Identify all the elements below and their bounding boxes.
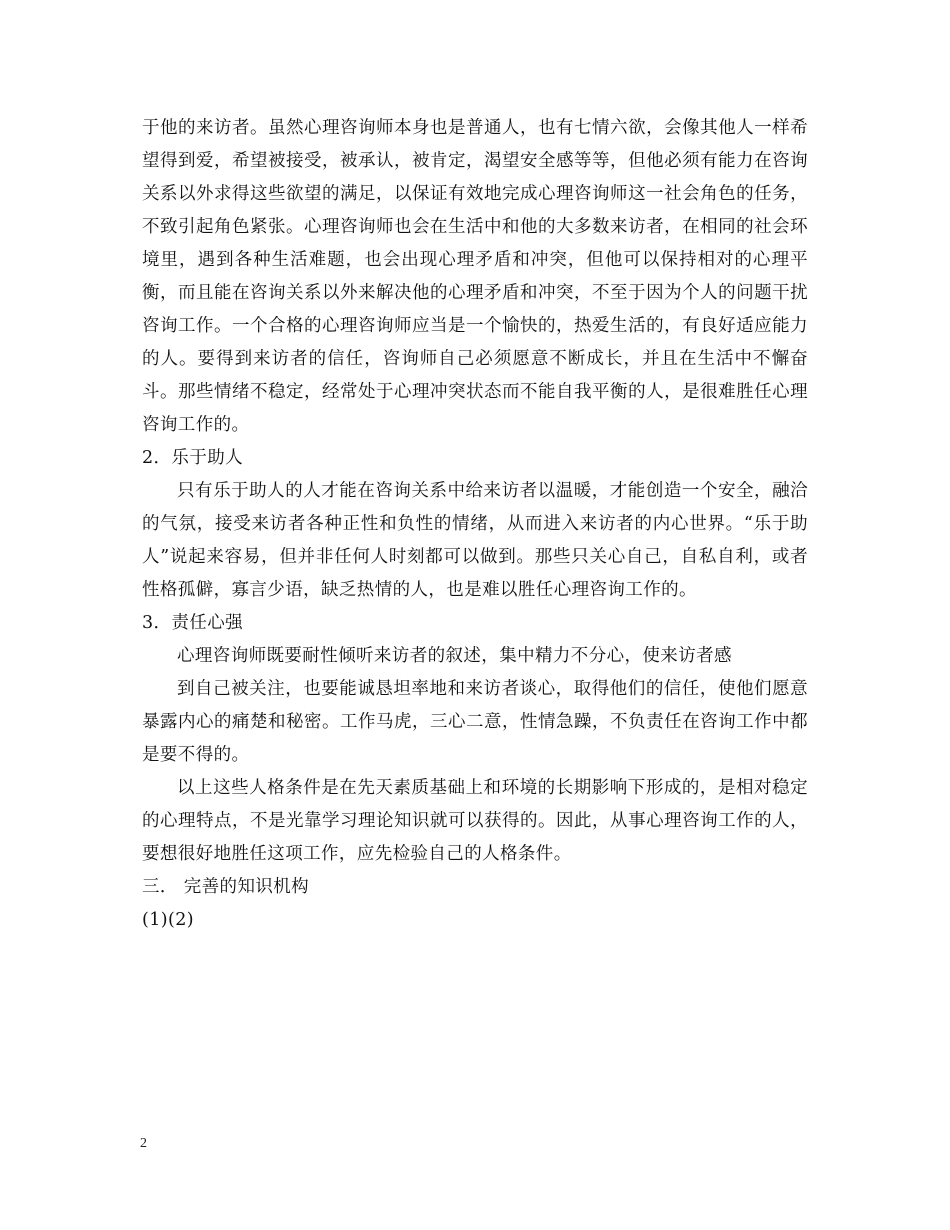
- page-number: 2: [140, 1136, 147, 1151]
- paragraph-responsibility-detail: 到自己被关注，也要能诚恳坦率地和来访者谈心，取得他们的信任，使他们愿意暴露内心的痛楚和秘密。工作马虎，三心二意，性情急躁，不负责任在咨询工作中都是要不得的。: [142, 679, 808, 765]
- paragraph-personality-balance: 于他的来访者。虽然心理咨询师本身也是普通人，也有七情六欲，会像其他人一样希望得到爱，希望被接受，被承认，被肯定，渴望安全感等等，但他必须有能力在咨询关系以外求得这些欲望的满足，以保证有效地完成心理咨询师这一社会角色的任务，不致引起角色紧张。心理咨询师也会在生活中和他的大多数来访者，在相同的社会环境里，遇到各种生活难题，也会出现心理矛盾和冲突，但他可以保持相对的心理平衡，而且能在咨询关系以外来解决他的心理矛盾和冲突，不至于因为个人的问题干扰咨询工作。一个合格的心理咨询师应当是一个愉快的，热爱生活的，有良好适应能力的人。要得到来访者的信任，咨询师自己必须愿意不断成长，并且在生活中不懈奋斗。那些情绪不稳定，经常处于心理冲突状态而不能自我平衡的人，是很难胜任心理咨询工作的。: [142, 118, 808, 435]
- paragraph-responsibility-intro: 心理咨询师既要耐性倾听来访者的叙述，集中精力不分心，使来访者感: [177, 646, 732, 666]
- section-heading-knowledge: 三． 完善的知识机构: [142, 877, 310, 897]
- paragraph-personality-summary: 以上这些人格条件是在先天素质基础上和环境的长期影响下形成的，是相对稳定的心理特点，不是光靠学习理论知识就可以获得的。因此，从事心理咨询工作的人，要想很好地胜任这项工作，应先检验自己的人格条件。: [142, 778, 808, 864]
- section-heading-responsibility: 3．责任心强: [142, 613, 244, 633]
- section-heading-helpful: 2．乐于助人: [142, 448, 244, 468]
- list-markers: (1)(2): [142, 910, 194, 930]
- paragraph-helpful: 只有乐于助人的人才能在咨询关系中给来访者以温暖，才能创造一个安全，融洽的气氛，接受来访者各种正性和负性的情绪，从而进入来访者的内心世界。“乐于助人”说起来容易，但并非任何人时刻都可以做到。那些只关心自己，自私自利，或者性格孤僻，寡言少语，缺乏热情的人，也是难以胜任心理咨询工作的。: [142, 481, 808, 600]
- document-body: [142, 112, 808, 937]
